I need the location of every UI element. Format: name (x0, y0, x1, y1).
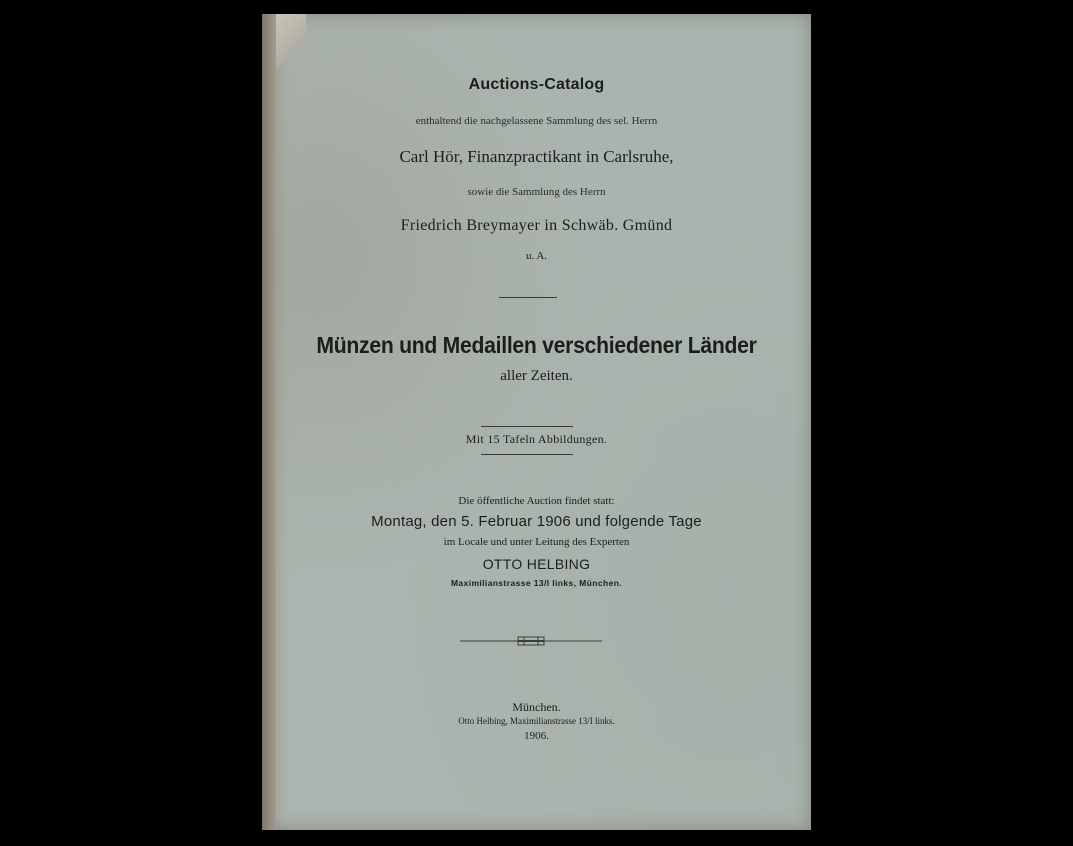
imprint-year: 1906. (524, 730, 549, 742)
auction-place: im Locale und unter Leitung des Experten (443, 536, 630, 548)
et-alii: u. A. (525, 250, 548, 262)
collector-name-2: Friedrich Breymayer in Schwäb. Gmünd (400, 217, 673, 234)
plates-rule-bottom (481, 454, 573, 455)
divider-rule (499, 297, 557, 298)
plates-note: Mit 15 Tafeln Abbildungen. (465, 432, 608, 446)
plates-rule-top (481, 426, 573, 427)
expert-name: OTTO HELBING (482, 556, 591, 572)
imprint-publisher: Otto Helbing, Maximilianstrasse 13/I links. (458, 716, 615, 726)
catalog-heading: Auctions-Catalog (468, 76, 605, 93)
collector-name-1: Carl Hör, Finanzpractikant in Carlsruhe, (399, 147, 674, 166)
worn-corner (276, 14, 306, 74)
expert-address: Maximilianstrasse 13/I links, München. (450, 578, 623, 588)
catalog-cover (262, 14, 811, 830)
main-title: Münzen und Medaillen verschiedener Länder (316, 332, 757, 358)
main-subtitle: aller Zeiten. (500, 368, 573, 384)
imprint-city: München. (512, 700, 561, 714)
auction-date: Montag, den 5. Februar 1906 und folgende Tage (371, 513, 702, 530)
ornament-rule-icon (460, 634, 602, 648)
collection-intro: enthaltend die nachgelassene Sammlung des sel. Herrn (415, 115, 658, 127)
auction-intro: Die öffentliche Auction findet statt: (458, 495, 615, 507)
collection-intro-2: sowie die Sammlung des Herrn (467, 186, 606, 198)
